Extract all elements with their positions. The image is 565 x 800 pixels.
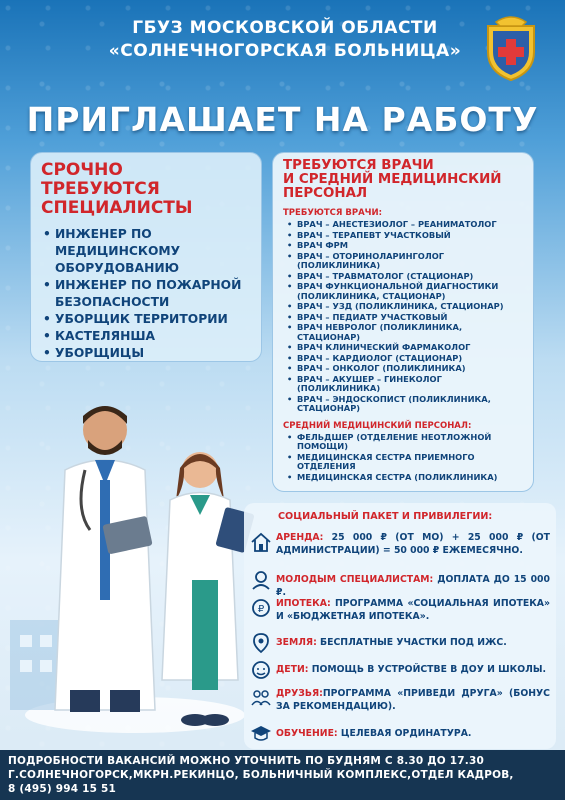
urgent-specialists-card bbox=[30, 152, 262, 362]
footer-contacts bbox=[0, 750, 565, 800]
benefit-description: ПОМОЩЬ В УСТРОЙСТВЕ В ДОУ И ШКОЛЫ. bbox=[308, 664, 546, 675]
list-item: • ВРАЧ КЛИНИЧЕСКИЙ ФАРМАКОЛОГ bbox=[283, 343, 523, 353]
doctors-label: ТРЕБУЮТСЯ ВРАЧИ: bbox=[283, 208, 383, 218]
benefit-label: АРЕНДА: bbox=[276, 532, 324, 543]
list-item: • УБОРЩИК ТЕРРИТОРИИ bbox=[41, 311, 251, 328]
benefit-description: ДОПЛАТА ДО 15 000 ₽. bbox=[276, 574, 550, 598]
benefit-description: ЦЕЛЕВАЯ ОРДИНАТУРА. bbox=[337, 728, 472, 739]
map-pin-icon bbox=[250, 632, 272, 654]
benefit-text bbox=[276, 597, 550, 623]
doctors-heading bbox=[283, 159, 523, 201]
doctors-heading-line: ТРЕБУЮТСЯ ВРАЧИ bbox=[283, 158, 434, 173]
benefit-text bbox=[276, 687, 550, 713]
list-item: • УБОРЩИЦЫ bbox=[41, 345, 251, 362]
list-item: • ВРАЧ НЕВРОЛОГ (ПОЛИКЛИНИКА, СТАЦИОНАР) bbox=[283, 323, 523, 342]
svg-text:₽: ₽ bbox=[257, 604, 265, 615]
list-item: • КАСТЕЛЯНША bbox=[41, 328, 251, 345]
nurses-list bbox=[283, 433, 523, 483]
list-item: • ВРАЧ – АНЕСТЕЗИОЛОГ – РЕАНИМАТОЛОГ bbox=[283, 220, 523, 230]
doctors-illustration bbox=[10, 390, 260, 740]
list-item: • ИНЖЕНЕР ПО ПОЖАРНОЙ БЕЗОПАСНОСТИ bbox=[41, 277, 251, 311]
list-item: • ВРАЧ – ТЕРАПЕВТ УЧАСТКОВЫЙ bbox=[283, 231, 523, 241]
footer-line: Г.СОЛНЕЧНОГОРСК,МКРН.РЕКИНЦО, БОЛЬНИЧНЫЙ КОМПЛЕКС,ОТДЕЛ КАДРОВ, bbox=[8, 769, 514, 781]
page-title: ПРИГЛАШАЕТ НА РАБОТУ bbox=[26, 100, 539, 139]
benefit-description: 25 000 ₽ (ОТ МО) + 25 000 ₽ (ОТ АДМИНИСТРАЦИИ) = 50 000 ₽ ЕЖЕМЕСЯЧНО. bbox=[276, 532, 550, 556]
benefit-description: ПРОГРАММА «ПРИВЕДИ ДРУГА» (БОНУС ЗА РЕКОМЕНДАЦИЮ). bbox=[276, 688, 550, 712]
graduation-icon bbox=[250, 723, 272, 745]
doctors-list bbox=[283, 220, 523, 414]
benefit-label: ЗЕМЛЯ: bbox=[276, 637, 317, 648]
benefit-description: ПРОГРАММА «СОЦИАЛЬНАЯ ИПОТЕКА» И «БЮДЖЕТНАЯ ИПОТЕКА». bbox=[276, 598, 550, 622]
benefit-text bbox=[276, 636, 550, 649]
benefit-text bbox=[276, 573, 550, 599]
list-item: • ВРАЧ – ОТОРИНОЛАРИНГОЛОГ (ПОЛИКЛИНИКА) bbox=[283, 252, 523, 271]
benefit-label: ИПОТЕКА: bbox=[276, 598, 331, 609]
list-item: • ВРАЧ – ОНКОЛОГ (ПОЛИКЛИНИКА) bbox=[283, 364, 523, 374]
nurses-label: СРЕДНИЙ МЕДИЦИНСКИЙ ПЕРСОНАЛ: bbox=[283, 420, 472, 431]
list-item: • ВРАЧ – АКУШЕР – ГИНЕКОЛОГ (ПОЛИКЛИНИКА) bbox=[283, 375, 523, 394]
list-item: • ИНЖЕНЕР ПО МЕДИЦИНСКОМУ ОБОРУДОВАНИЮ bbox=[41, 226, 251, 277]
list-item: • МЕДИЦИНСКАЯ СЕСТРА ПРИЕМНОГО ОТДЕЛЕНИЯ bbox=[283, 453, 523, 472]
benefit-label: ДЕТИ: bbox=[276, 664, 309, 675]
coat-of-arms-icon bbox=[482, 12, 540, 82]
house-icon bbox=[250, 531, 272, 553]
benefit-label: МОЛОДЫМ СПЕЦИАЛИСТАМ: bbox=[276, 574, 434, 585]
list-item: • ВРАЧ – ТРАВМАТОЛОГ (СТАЦИОНАР) bbox=[283, 272, 523, 282]
benefit-description: БЕСПЛАТНЫЕ УЧАСТКИ ПОД ИЖС. bbox=[316, 637, 507, 648]
organization-name bbox=[95, 18, 475, 61]
list-item: • ВРАЧ ФУНКЦИОНАЛЬНОЙ ДИАГНОСТИКИ (ПОЛИКЛИНИКА, СТАЦИОНАР) bbox=[283, 282, 523, 301]
doctors-heading-line: ПЕРСОНАЛ bbox=[283, 186, 368, 201]
org-line-2: «СОЛНЕЧНОГОРСКАЯ БОЛЬНИЦА» bbox=[108, 41, 462, 61]
org-line-1: ГБУЗ МОСКОВСКОЙ ОБЛАСТИ bbox=[132, 18, 438, 38]
urgent-heading bbox=[41, 161, 251, 218]
doctors-heading-line: И СРЕДНИЙ МЕДИЦИНСКИЙ bbox=[283, 172, 502, 187]
benefits-panel bbox=[244, 503, 556, 749]
list-item: • ВРАЧ – УЗД (ПОЛИКЛИНИКА, СТАЦИОНАР) bbox=[283, 302, 523, 312]
doctors-card bbox=[272, 152, 534, 492]
list-item: • ВРАЧ – ПЕДИАТР УЧАСТКОВЫЙ bbox=[283, 313, 523, 323]
child-icon bbox=[250, 659, 272, 681]
friends-icon bbox=[250, 687, 272, 709]
urgent-heading-line: СРОЧНО bbox=[41, 160, 123, 180]
benefit-text bbox=[276, 663, 550, 676]
urgent-heading-line: СПЕЦИАЛИСТЫ bbox=[41, 198, 193, 218]
list-item: • МЕДИЦИНСКАЯ СЕСТРА (ПОЛИКЛИНИКА) bbox=[283, 473, 523, 483]
benefits-heading: СОЦИАЛЬНЫЙ ПАКЕТ И ПРИВИЛЕГИИ: bbox=[278, 511, 493, 522]
mortgage-icon bbox=[250, 597, 272, 619]
benefit-text bbox=[276, 531, 550, 557]
benefit-label: ДРУЗЬЯ: bbox=[276, 688, 323, 699]
benefit-label: ОБУЧЕНИЕ: bbox=[276, 728, 338, 739]
footer-phone: 8 (495) 994 15 51 bbox=[8, 783, 116, 795]
urgent-list bbox=[41, 226, 251, 362]
list-item: • ВРАЧ – ЭНДОСКОПИСТ (ПОЛИКЛИНИКА, СТАЦИОНАР) bbox=[283, 395, 523, 414]
list-item: • ВРАЧ – КАРДИОЛОГ (СТАЦИОНАР) bbox=[283, 354, 523, 364]
benefit-text bbox=[276, 727, 550, 740]
young-person-icon bbox=[250, 569, 272, 591]
urgent-heading-line: ТРЕБУЮТСЯ bbox=[41, 179, 160, 199]
list-item: • ВРАЧ ФРМ bbox=[283, 241, 523, 251]
list-item: • ФЕЛЬДШЕР (ОТДЕЛЕНИЕ НЕОТЛОЖНОЙ ПОМОЩИ) bbox=[283, 433, 523, 452]
footer-line: ПОДРОБНОСТИ ВАКАНСИЙ МОЖНО УТОЧНИТЬ ПО БУДНЯМ С 8.30 ДО 17.30 bbox=[8, 755, 485, 767]
